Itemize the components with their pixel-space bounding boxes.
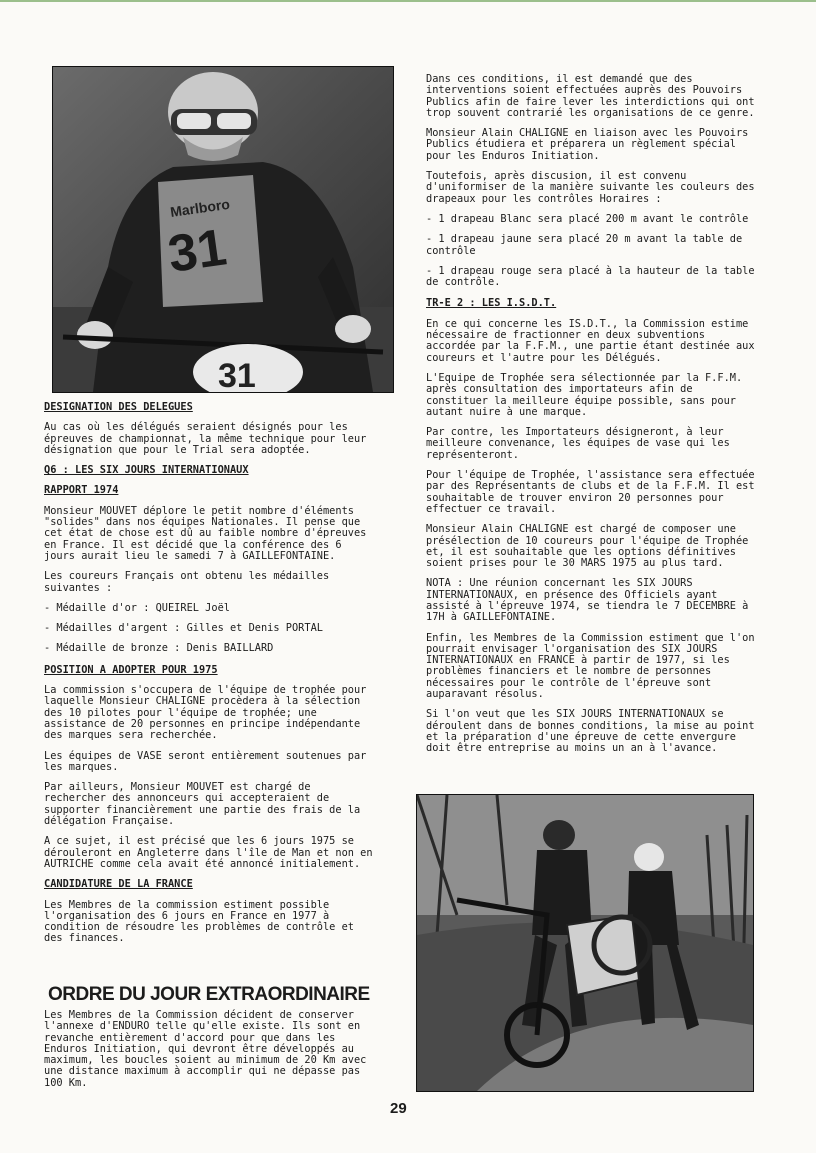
position-paragraph-2: Les équipes de VASE seront entièrement soutenues par les marques. [44,749,367,773]
rider-illustration [53,67,393,392]
riders-photo [416,794,754,1092]
flags-list [426,214,760,288]
right-paragraph-6: Par contre, les Importateurs désigneront, à leur meilleure convenance, les équipes de vase qui les représenteront. [426,426,730,461]
flag-yellow: - 1 drapeau jaune sera placé 20 m avant la table de contrôle [426,233,743,257]
right-paragraph-10: Enfin, les Membres de la Commission estiment que l'on pourrait envisager l'organisation des SIX JOURS INTERNATIONAUX en FRANCE à partir de 1977, si les problèmes financiers et le nombre de personnes nécessaires pour le contrôle de l'épreuve sont auparavant résolus. [426,631,755,701]
flag-red: - 1 drapeau rouge sera placé à la hauteur de la table de contrôle. [426,264,755,289]
position-paragraph-4: A ce sujet, il est précisé que les 6 jours 1975 se dérouleront en Angleterre dans l'île de Man et non en AUTRICHE comme cela avait été annoncé initialement. [44,835,373,870]
right-paragraph-11: Si l'on veut que les SIX JOURS INTERNATIONAUX se déroulent dans de bonnes conditions, la mise au point et la préparation d'une épreuve de cette envergure doit être entreprise au moins un an à l'avance. [426,708,755,755]
rapport-heading: RAPPORT 1974 [44,484,119,497]
right-paragraph-2: Monsieur Alain CHALIGNE en liaison avec les Pouvoirs Publics étudiera et préparera un règlement spécial pour les Enduros Initiation. [426,127,749,162]
medal-bronze: - Médaille de bronze : Denis BAILLARD [44,642,274,655]
vest-bib-number: 31 [164,218,230,284]
candidature-text: Les Membres de la commission estiment possible l'organisation des 6 jours en France en 1977 à condition de résoudre les problèmes de contrôle et des finances. [44,898,354,945]
right-paragraph-5: L'Equipe de Trophée sera sélectionnée par la F.F.M. après consultation des importateurs afin de constituer la meilleure équipe possible, sans pour autant nuire à une marque. [426,371,743,418]
q6-heading: Q6 : LES SIX JOURS INTERNATIONAUX [44,464,249,477]
position-heading: POSITION A ADOPTER POUR 1975 [44,663,218,676]
page-number: 29 [390,1100,407,1117]
vest-sponsor-text: Marlboro [169,195,231,220]
flag-white: - 1 drapeau Blanc sera placé 200 m avant le contrôle [426,212,749,225]
right-paragraph-1: Dans ces conditions, il est demandé que des interventions soient effectuées auprès des Pouvoirs Publics afin de faire lever les interdictions qui ont trop souvent contrarié les organisations de ce genre. [426,73,755,119]
medal-silver: - Médailles d'argent : Gilles et Denis PORTAL [44,622,323,635]
position-paragraph-3: Par ailleurs, Monsieur MOUVET est chargé de rechercher des annonceurs qui accepteraient de supporter financièrement une partie des frais de la délégation Française. [44,781,361,828]
right-paragraph-7: Pour l'équipe de Trophée, l'assistance sera effectuée par des Représentants de clubs et de la F.F.M. Il est souhaitable de trouver environ 20 personnes pour effectuer ce travail. [426,469,755,515]
right-column [426,74,760,764]
designation-text: Au cas où les délégués seraient désignés pour les épreuves de championnat, la même technique pour leur désignation que pour le Trial sera adoptée. [44,421,367,456]
left-column [44,402,376,954]
medal-gold: - Médaille d'or : QUEIREL Joël [44,601,230,614]
right-paragraph-8: Monsieur Alain CHALIGNE est chargé de composer une présélection de 10 coureurs pour l'équipe de Trophée et, il est souhaitable que les options définitives soient prises pour le 30 MARS 1975 au plus tard. [426,523,749,570]
medals-intro: Les coureurs Français ont obtenu les médailles suivantes : [44,570,330,594]
ordre-du-jour-title: ORDRE DU JOUR EXTRAORDINAIRE [48,984,370,1005]
rider-photo [52,66,394,393]
right-paragraph-4: En ce qui concerne les IS.D.T., la Commission estime nécessaire de fractionner en deux subventions accordée par la F.F.M., une partie étant destinée aux coureurs et l'autre pour les Délégués. [426,317,755,364]
ordre-du-jour-text: Les Membres de la Commission décident de conserver l'annexe d'ENDURO telle qu'elle existe. Ils sont en revanche entièrement d'accord pour que dans les Enduros Initiation, qui devront être développés au maximum, les boucles soient au minimum de 20 Km avec une distance maximum à accomplir qui ne dépasse pas 100 Km. [44,1009,367,1089]
ordre-du-jour-text-block [44,1010,374,1098]
candidature-heading: CANDIDATURE DE LA FRANCE [44,878,193,891]
medals-list [44,603,376,655]
top-rule [0,0,816,2]
rapport-text: Monsieur MOUVET déplore le petit nombre d'éléments "solides" dans nos équipes Nationales. Il pense que cet état de chose est dû au faible nombre d'épreuves en France. Il est décidé que la conférence des 6 jours aurait lieu le samedi 7 à GAILLEFONTAINE. [44,504,367,562]
right-paragraph-3: Toutefois, après discusion, il est convenu d'uniformiser de la manière suivante les couleurs des drapeaux pour les contrôles Horaires : [426,170,755,205]
tre2-heading: TR-E 2 : LES I.S.D.T. [426,297,557,310]
riders-illustration [417,795,753,1091]
designation-heading: DESIGNATION DES DELEGUES [44,401,193,413]
position-paragraph-1: La commission s'occupera de l'équipe de trophée pour laquelle Monsieur CHALIGNE procèdera à la sélection des 10 pilotes pour l'équipe de trophée; une assistance de 20 personnes en principe indépendante des marques sera recherchée. [44,684,367,742]
plate-bib-number: 31 [218,357,256,392]
nota-paragraph: NOTA : Une réunion concernant les SIX JOURS INTERNATIONAUX, en présence des Officiels ayant assisté à l'épreuve 1974, se tiendra le 7 DECEMBRE à 17H à GAILLEFONTAINE. [426,577,749,624]
